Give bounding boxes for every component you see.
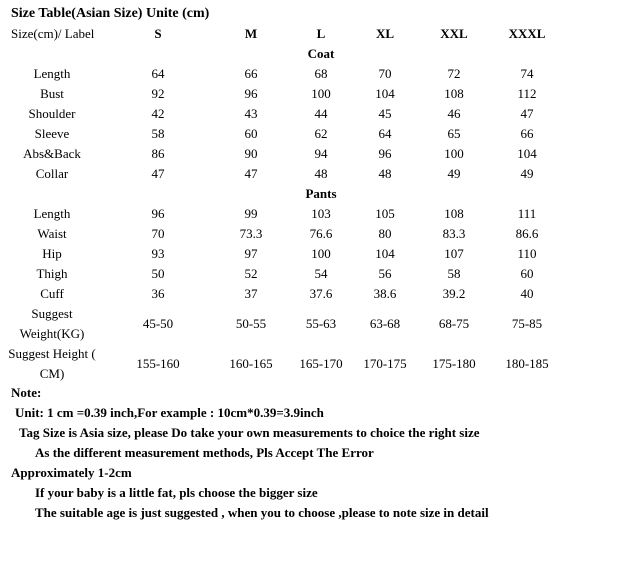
- table-cell: 66: [244, 66, 258, 81]
- size-header-s: S: [154, 26, 162, 41]
- table-cell: 75-85: [511, 316, 543, 331]
- table-cell: 56: [378, 266, 392, 281]
- table-cell: 52: [244, 266, 258, 281]
- table-cell: 72: [447, 66, 461, 81]
- row-label-suggest-weight: [4, 304, 100, 344]
- table-cell: 99: [244, 206, 258, 221]
- note-tag-size: Tag Size is Asia size, please Do take your own measurements to choice the right size: [19, 425, 480, 440]
- table-cell: 105: [375, 206, 395, 221]
- table-cell: 107: [444, 246, 464, 261]
- size-header-m: M: [244, 26, 258, 41]
- coat-row-label: Sleeve: [34, 126, 70, 141]
- table-row: [4, 84, 560, 104]
- table-cell: 165-170: [299, 356, 343, 371]
- table-cell: 62: [314, 126, 328, 141]
- table-cell: 103: [311, 206, 331, 221]
- table-cell: 96: [378, 146, 392, 161]
- coat-rows: [4, 64, 560, 184]
- table-cell: 97: [244, 246, 258, 261]
- size-header-xxxl: XXXL: [508, 26, 546, 41]
- table-header-row: [4, 24, 560, 44]
- table-cell: 100: [311, 246, 331, 261]
- suggest-weight-label-line2: Weight(KG): [19, 326, 85, 341]
- coat-row-label: Abs&Back: [23, 146, 81, 161]
- suggest-height-label-line1: Suggest Height (: [8, 346, 96, 361]
- table-cell: 63-68: [369, 316, 401, 331]
- table-cell: 70: [151, 226, 165, 241]
- table-cell: 50: [151, 266, 165, 281]
- coat-row-label: Length: [33, 66, 71, 81]
- table-cell: 42: [151, 106, 165, 121]
- table-cell: 108: [444, 86, 464, 101]
- table-cell: 47: [520, 106, 534, 121]
- table-cell: 73.3: [239, 226, 263, 241]
- table-row: [4, 144, 560, 164]
- table-cell: 180-185: [505, 356, 549, 371]
- table-cell: 175-180: [432, 356, 476, 371]
- table-cell: 60: [520, 266, 534, 281]
- table-cell: 93: [151, 246, 165, 261]
- table-cell: 80: [378, 226, 392, 241]
- table-row: [4, 204, 560, 224]
- note-bigger-size: If your baby is a little fat, pls choose the bigger size: [35, 485, 318, 500]
- notes-section: [11, 383, 551, 523]
- table-cell: 111: [517, 206, 537, 221]
- table-cell: 70: [378, 66, 392, 81]
- table-cell: 47: [244, 166, 258, 181]
- table-cell: 60: [244, 126, 258, 141]
- section-row-coat: [4, 44, 560, 64]
- table-cell: 104: [375, 246, 395, 261]
- table-cell: 74: [520, 66, 534, 81]
- table-cell: 40: [520, 286, 534, 301]
- pants-row-label: Length: [33, 206, 71, 221]
- table-row: [4, 124, 560, 144]
- table-cell: 100: [444, 146, 464, 161]
- table-cell: 48: [314, 166, 328, 181]
- section-row-pants: [4, 184, 560, 204]
- table-cell: 54: [314, 266, 328, 281]
- note-measurement-error: As the different measurement methods, Pls Accept The Error: [35, 445, 374, 460]
- table-cell: 58: [151, 126, 165, 141]
- table-cell: 36: [151, 286, 165, 301]
- table-cell: 64: [151, 66, 165, 81]
- table-row: [4, 284, 560, 304]
- table-cell: 47: [151, 166, 165, 181]
- table-cell: 170-175: [363, 356, 407, 371]
- table-cell: 55-63: [305, 316, 337, 331]
- table-cell: 104: [375, 86, 395, 101]
- table-cell: 48: [378, 166, 392, 181]
- table-row: [4, 64, 560, 84]
- pants-row-label: Thigh: [36, 266, 68, 281]
- table-cell: 46: [447, 106, 461, 121]
- table-cell: 104: [517, 146, 537, 161]
- table-cell: 49: [520, 166, 534, 181]
- table-cell: 94: [314, 146, 328, 161]
- table-cell: 49: [447, 166, 461, 181]
- suggest-height-label-line2: CM): [39, 366, 65, 381]
- pants-row-label: Hip: [42, 246, 62, 261]
- table-cell: 68: [314, 66, 328, 81]
- size-header-l: L: [316, 26, 326, 41]
- table-cell: 92: [151, 86, 165, 101]
- table-cell: 90: [244, 146, 258, 161]
- table-cell: 110: [517, 246, 537, 261]
- table-cell: 100: [311, 86, 331, 101]
- table-row: [4, 224, 560, 244]
- pants-row-label: Waist: [37, 226, 67, 241]
- pants-rows: [4, 204, 560, 304]
- table-row-suggest-height: [4, 344, 560, 384]
- table-cell: 45: [378, 106, 392, 121]
- table-cell: 37.6: [309, 286, 333, 301]
- table-row: [4, 264, 560, 284]
- table-cell: 64: [378, 126, 392, 141]
- coat-row-label: Collar: [35, 166, 69, 181]
- size-header-xl: XL: [375, 26, 395, 41]
- table-row: [4, 104, 560, 124]
- coat-row-label: Bust: [40, 86, 64, 101]
- table-row: [4, 164, 560, 184]
- table-cell: 83.3: [442, 226, 466, 241]
- note-unit: Unit: 1 cm =0.39 inch,For example : 10cm*0.39=3.9inch: [15, 405, 324, 420]
- section-heading-pants: Pants: [305, 186, 337, 201]
- note-suitable-age: The suitable age is just suggested , when you to choose ,please to note size in detail: [35, 505, 489, 520]
- table-cell: 37: [244, 286, 258, 301]
- table-row: [4, 244, 560, 264]
- table-cell: 112: [517, 86, 537, 101]
- table-cell: 68-75: [438, 316, 470, 331]
- table-cell: 96: [151, 206, 165, 221]
- table-cell: 155-160: [136, 356, 180, 371]
- table-cell: 43: [244, 106, 258, 121]
- table-cell: 65: [447, 126, 461, 141]
- suggest-weight-label-line1: Suggest: [31, 306, 73, 321]
- table-cell: 38.6: [373, 286, 397, 301]
- table-cell: 44: [314, 106, 328, 121]
- table-cell: 76.6: [309, 226, 333, 241]
- table-cell: 50-55: [235, 316, 267, 331]
- table-cell: 160-165: [229, 356, 273, 371]
- table-cell: 58: [447, 266, 461, 281]
- table-cell: 39.2: [442, 286, 466, 301]
- size-table: [4, 24, 560, 384]
- notes-heading: Note:: [11, 385, 42, 400]
- table-cell: 66: [520, 126, 534, 141]
- section-heading-coat: Coat: [307, 46, 335, 61]
- header-label: Size(cm)/ Label: [11, 26, 95, 41]
- table-cell: 45-50: [142, 316, 174, 331]
- table-cell: 86: [151, 146, 165, 161]
- table-row-suggest-weight: [4, 304, 560, 344]
- pants-row-label: Cuff: [40, 286, 64, 301]
- page-title: Size Table(Asian Size) Unite (cm): [11, 6, 210, 21]
- table-cell: 108: [444, 206, 464, 221]
- note-approximately: Approximately 1-2cm: [11, 465, 132, 480]
- coat-row-label: Shoulder: [28, 106, 76, 121]
- table-cell: 86.6: [515, 226, 539, 241]
- table-cell: 96: [244, 86, 258, 101]
- row-label-suggest-height: [4, 344, 100, 384]
- size-header-xxl: XXL: [440, 26, 468, 41]
